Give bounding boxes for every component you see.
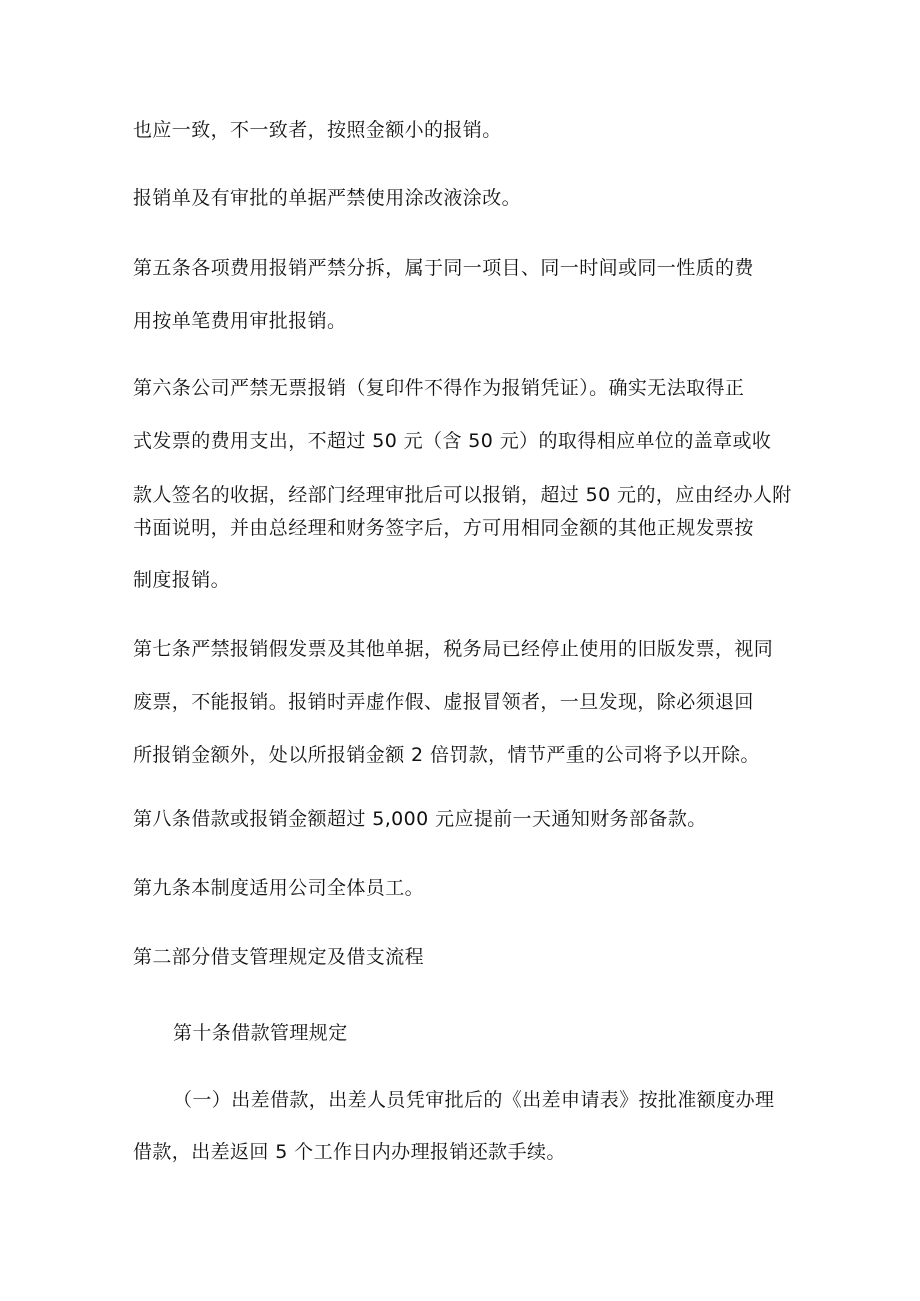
text-line: 书面说明，并由总经理和财务签字后，方可用相同金额的其他正规发票按	[133, 517, 754, 539]
text-line: 报销单及有审批的单据严禁使用涂改液涂改。	[133, 187, 522, 209]
text-line: 第六条公司严禁无票报销（复印件不得作为报销凭证）。确实无法取得正	[133, 377, 745, 399]
text-line: 式发票的费用支出，不超过 50 元（含 50 元）的取得相应单位的盖章或收	[133, 430, 772, 452]
text-line: （一）出差借款，出差人员凭审批后的《出差申请表》按批准额度办理	[173, 1089, 775, 1111]
text-line: 所报销金额外，处以所报销金额 2 倍罚款，情节严重的公司将予以开除。	[133, 744, 760, 766]
text-line: 第七条严禁报销假发票及其他单据，税务局已经停止使用的旧版发票，视同	[133, 638, 774, 660]
text-line: 用按单笔费用审批报销。	[133, 310, 347, 332]
text-line: 制度报销。	[133, 569, 231, 591]
text-line: 废票，不能报销。报销时弄虚作假、虚报冒领者，一旦发现，除必须退回	[133, 691, 754, 713]
text-line: 借款，出差返回 5 个工作日内办理报销还款手续。	[133, 1141, 566, 1163]
text-line: 也应一致，不一致者，按照金额小的报销。	[133, 119, 502, 141]
article-heading: 第十条借款管理规定	[173, 1022, 348, 1044]
text-line: 款人签名的收据，经部门经理审批后可以报销，超过 50 元的，应由经办人附	[133, 484, 792, 506]
text-line: 第五条各项费用报销严禁分拆，属于同一项目、同一时间或同一性质的费	[133, 257, 754, 279]
text-line: 第九条本制度适用公司全体员工。	[133, 877, 425, 899]
text-line: 第八条借款或报销金额超过 5,000 元应提前一天通知财务部备款。	[133, 808, 707, 830]
section-heading: 第二部分借支管理规定及借支流程	[133, 946, 425, 968]
